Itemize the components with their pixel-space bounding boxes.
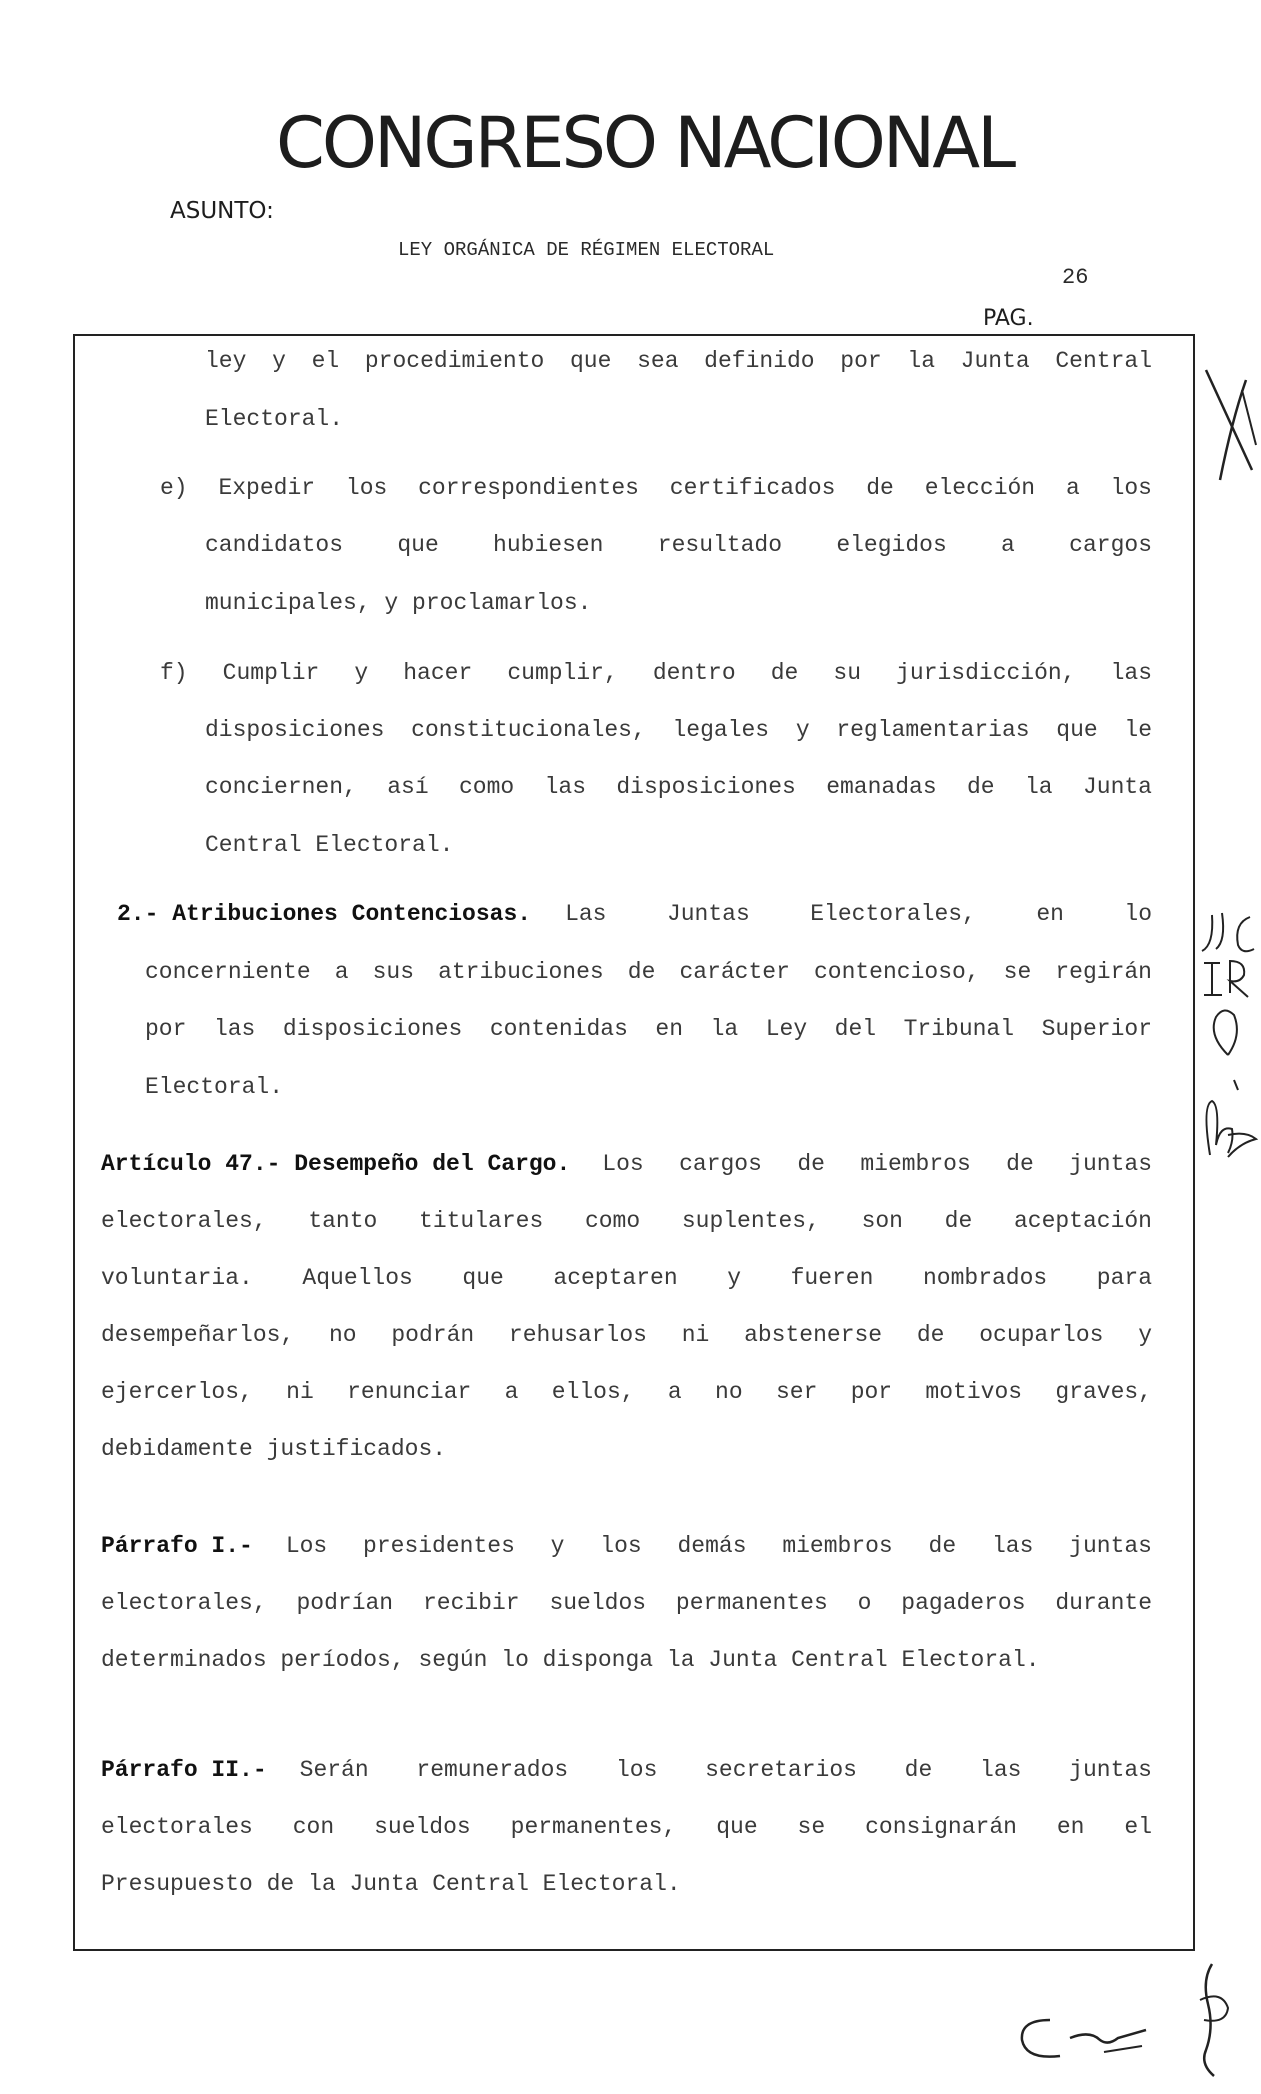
margin-initial-mark-top (1202, 350, 1260, 490)
section-2-text: Las Juntas Electorales, en lo (565, 901, 1152, 927)
page-frame (73, 334, 1195, 1951)
text-line: ley y el procedimiento que sea definido por la Junta Central (205, 348, 1152, 374)
text-line: Central Electoral. (205, 832, 454, 858)
text-line: electorales con sueldos permanentes, que se consignarán en el (101, 1814, 1152, 1840)
paragraph-1-text: Los presidentes y los demás miembros de las juntas (285, 1533, 1152, 1559)
text-line: voluntaria. Aquellos que aceptaren y fueren nombrados para (101, 1265, 1152, 1291)
text-line: candidatos que hubiesen resultado elegidos a cargos (205, 532, 1152, 558)
text-line: Presupuesto de la Junta Central Electoral. (101, 1871, 681, 1897)
text-line: disposiciones constitucionales, legales y reglamentarias que le (205, 717, 1152, 743)
text-line: electorales, tanto titulares como suplentes, son de aceptación (101, 1208, 1152, 1234)
subject-line: LEY ORGÁNICA DE RÉGIMEN ELECTORAL (398, 239, 775, 261)
margin-handwritten-initials (1198, 905, 1260, 1195)
paragraph-2-first-line (101, 1757, 1152, 1783)
section-2-first-line (117, 901, 1152, 927)
text-line: Electoral. (205, 406, 344, 432)
text-line: electorales, podrían recibir sueldos permanentes o pagaderos durante (101, 1590, 1152, 1616)
paragraph-1-first-line (101, 1533, 1152, 1559)
article-47-text: Los cargos de miembros de juntas (602, 1151, 1152, 1177)
text-line: concerniente a sus atribuciones de carácter contencioso, se regirán (145, 959, 1152, 985)
text-line: conciernen, así como las disposiciones emanadas de la Junta (205, 774, 1152, 800)
paragraph-2-heading: Párrafo II.- (101, 1757, 267, 1783)
page-title: CONGRESO NACIONAL (276, 102, 1014, 184)
text-line: por las disposiciones contenidas en la Ley del Tribunal Superior (145, 1016, 1152, 1042)
text-line: debidamente justificados. (101, 1436, 447, 1462)
list-item-f: f) Cumplir y hacer cumplir, dentro de su jurisdicción, las (160, 660, 1152, 686)
paragraph-2-text: Serán remunerados los secretarios de las juntas (299, 1757, 1152, 1783)
text-line: municipales, y proclamarlos. (205, 590, 592, 616)
list-item-e: e) Expedir los correspondientes certificados de elección a los (160, 475, 1152, 501)
article-47-heading: Artículo 47.- Desempeño del Cargo. (101, 1151, 571, 1177)
paragraph-1-heading: Párrafo I.- (101, 1533, 253, 1559)
text-line: desempeñarlos, no podrán rehusarlos ni abstenerse de ocuparlos y (101, 1322, 1152, 1348)
text-line: ejercerlos, ni renunciar a ellos, a no ser por motivos graves, (101, 1379, 1152, 1405)
section-2-heading: 2.- Atribuciones Contenciosas. (117, 901, 532, 927)
signature-bottom (1000, 1960, 1250, 2080)
page-number: 26 (1062, 265, 1089, 290)
text-line: determinados períodos, según lo disponga la Junta Central Electoral. (101, 1647, 1040, 1673)
article-47-first-line (101, 1151, 1152, 1177)
text-line: Electoral. (145, 1074, 284, 1100)
asunto-label: ASUNTO: (170, 198, 274, 224)
pag-label: PAG. (983, 306, 1034, 331)
